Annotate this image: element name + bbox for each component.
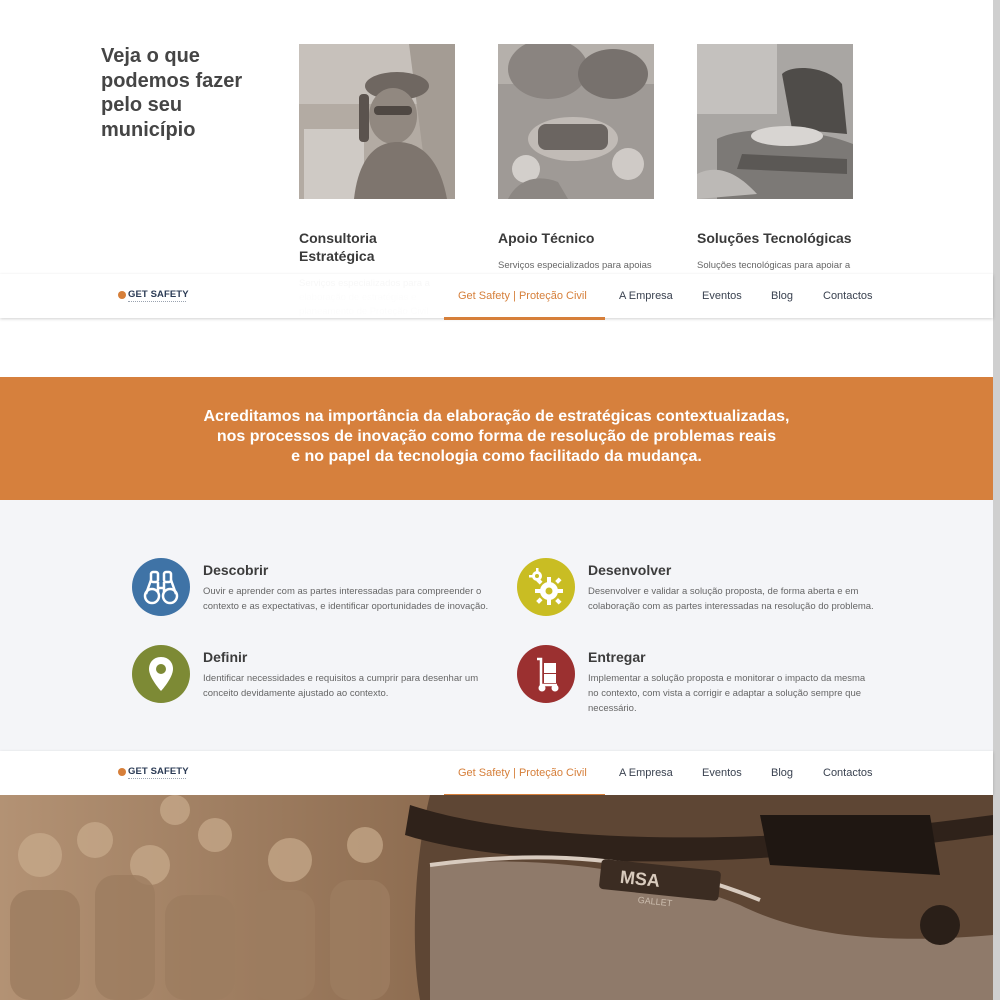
feature-title: Definir bbox=[203, 649, 248, 665]
nav-active-indicator bbox=[444, 317, 605, 320]
service-title[interactable]: Consultoria Estratégica bbox=[299, 230, 377, 264]
hand-truck-icon bbox=[517, 645, 575, 703]
sticky-navbar bbox=[0, 274, 993, 318]
page-scrollbar[interactable] bbox=[993, 0, 1000, 1000]
service-text: Serviços especializados para apoias bbox=[498, 260, 652, 271]
process-features bbox=[0, 500, 993, 752]
nav-link-empresa[interactable]: A Empresa bbox=[619, 767, 673, 779]
service-text: Soluções tecnológicas para apoiar a bbox=[697, 260, 851, 271]
feature-title: Descobrir bbox=[203, 562, 269, 578]
keyboard-phone-photo bbox=[697, 44, 853, 199]
banner-line: nos processos de inovação como forma de resolução de problemas reais bbox=[216, 428, 777, 445]
helmet-model-text: GALLET bbox=[637, 894, 673, 909]
firefighter-helmet-illustration bbox=[0, 795, 993, 1000]
binoculars-icon bbox=[132, 558, 190, 616]
feature-text-line: necessário. bbox=[588, 703, 637, 714]
logo-mark-icon bbox=[118, 768, 126, 776]
feature-text-line: no contexto, com vista a corrigir e adaptar a solução sempre que bbox=[588, 688, 862, 699]
service-title[interactable]: Soluções Tecnológicas bbox=[697, 230, 852, 246]
nav-link-empresa[interactable]: A Empresa bbox=[619, 290, 673, 302]
nav-link-eventos[interactable]: Eventos bbox=[702, 767, 742, 779]
logo-text: GET SAFETY bbox=[128, 766, 189, 777]
feature-text-line: colaboração com as partes interessadas na resolução do problema. bbox=[588, 601, 874, 612]
nav-link-eventos[interactable]: Eventos bbox=[702, 290, 742, 302]
intro-line: podemos fazer bbox=[101, 69, 243, 92]
nav-link-home[interactable]: Get Safety | Proteção Civil bbox=[458, 767, 587, 779]
nav-link-blog[interactable]: Blog bbox=[771, 290, 794, 302]
logo-text: GET SAFETY bbox=[128, 289, 189, 300]
mission-banner bbox=[0, 377, 993, 500]
nav-link-contactos[interactable]: Contactos bbox=[823, 290, 873, 302]
nav-link-home[interactable]: Get Safety | Proteção Civil bbox=[458, 290, 587, 302]
feature-title: Desenvolver bbox=[588, 562, 672, 578]
gears-icon bbox=[517, 558, 575, 616]
banner-line: Acreditamos na importância da elaboração de estratégicas contextualizadas, bbox=[203, 408, 790, 425]
intro-line: Veja o que bbox=[101, 45, 200, 67]
intro-line: município bbox=[101, 118, 196, 141]
logo-tagline bbox=[128, 301, 186, 303]
intro-heading bbox=[101, 44, 271, 142]
service-card-solucoes[interactable] bbox=[697, 44, 853, 273]
feature-text-line: Ouvir e aprender com as partes interessadas para compreender o bbox=[203, 586, 482, 597]
technician-hands-photo bbox=[498, 44, 654, 199]
feature-text-line: Implementar a solução proposta e monitorar o impacto da mesma bbox=[588, 673, 866, 684]
feature-text-line: conceito devidamente ajustado ao contexto. bbox=[203, 688, 389, 699]
hero-helmet-photo bbox=[0, 795, 993, 1000]
intro-line: pelo seu bbox=[101, 94, 183, 116]
map-pin-icon bbox=[132, 645, 190, 703]
feature-text bbox=[588, 671, 865, 716]
feature-text bbox=[588, 584, 874, 614]
service-title[interactable]: Apoio Técnico bbox=[498, 230, 595, 246]
police-officer-photo bbox=[299, 44, 455, 199]
nav-link-blog[interactable]: Blog bbox=[771, 767, 794, 779]
logo-tagline bbox=[128, 778, 186, 780]
banner-line: e no papel da tecnologia como facilitado da mudança. bbox=[291, 448, 702, 465]
helmet-brand-text: MSA bbox=[619, 866, 661, 891]
feature-text bbox=[203, 584, 488, 614]
feature-title: Entregar bbox=[588, 649, 646, 665]
feature-text bbox=[203, 671, 478, 701]
feature-text-line: Identificar necessidades e requisitos a cumprir para desenhar um bbox=[203, 673, 479, 684]
feature-text-line: Desenvolver e validar a solução proposta, de forma aberta e em bbox=[588, 586, 859, 597]
feature-text-line: contexto e as expectativas, e identificar oportunidades de inovação. bbox=[203, 601, 489, 612]
service-card-apoio[interactable] bbox=[498, 44, 654, 273]
logo-mark-icon bbox=[118, 291, 126, 299]
nav-link-contactos[interactable]: Contactos bbox=[823, 767, 873, 779]
sticky-navbar-repeat bbox=[0, 751, 993, 795]
